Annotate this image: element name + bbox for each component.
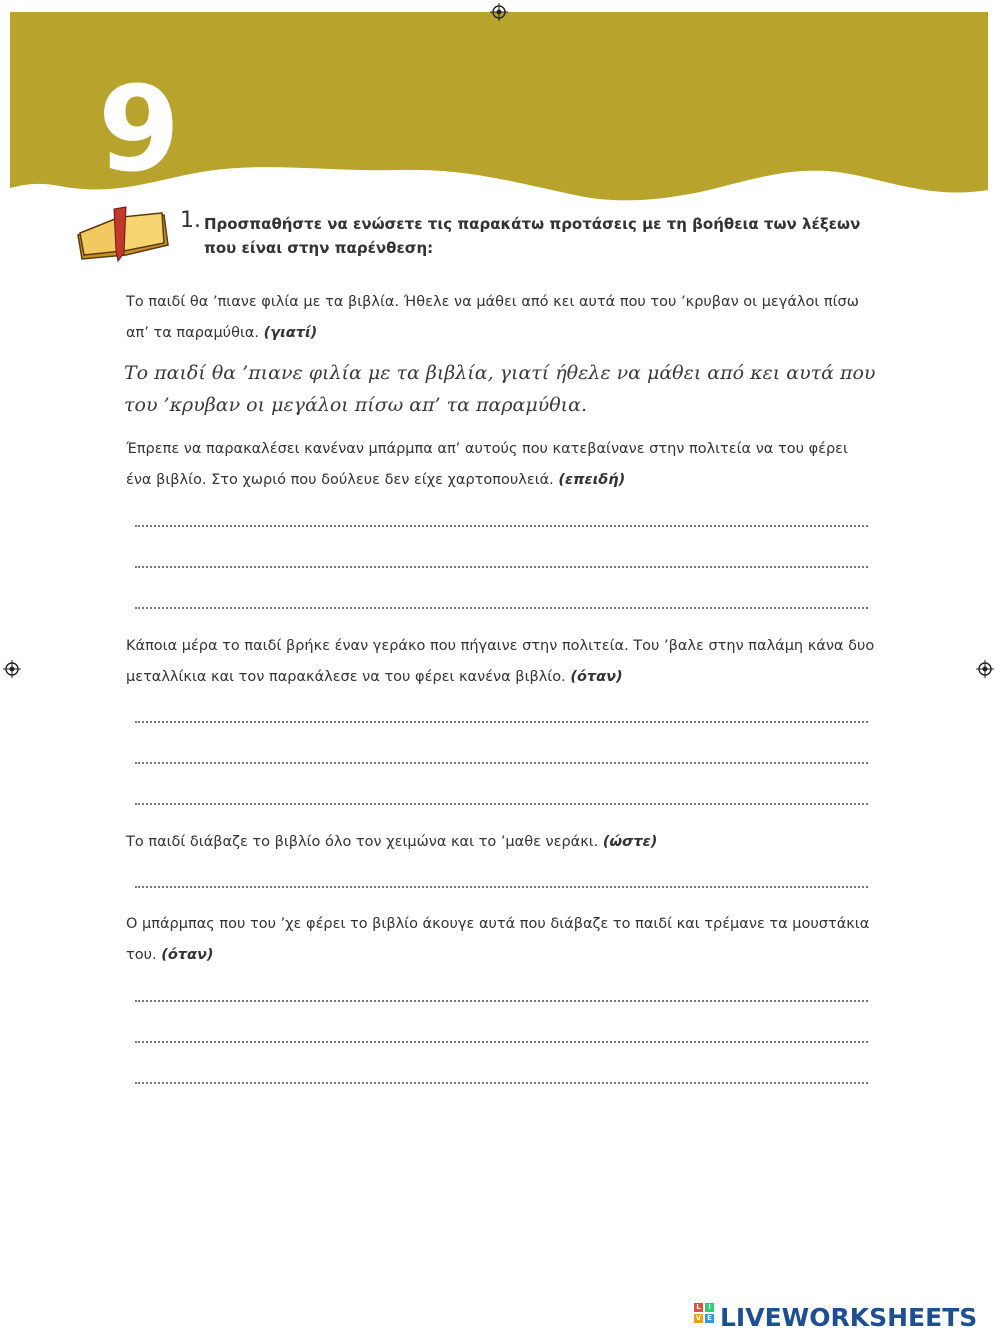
- crosshair-icon: [3, 660, 21, 678]
- connector-keyword: (όταν): [570, 669, 623, 685]
- exercise-number: 1.: [180, 208, 201, 233]
- connector-keyword: (ώστε): [602, 834, 658, 850]
- sentence-prompt: [126, 287, 876, 349]
- sentence-text: Ο μπάρμπας που του ’χε φέρει το βιβλίο άκουγε αυτά που διάβαζε το παιδί και τρέμανε τα μουστάκια του.: [126, 916, 870, 963]
- answer-line[interactable]: [135, 762, 868, 764]
- exercise-instruction: Προσπαθήστε να ενώσετε τις παρακάτω προτάσεις με τη βοήθεια των λέξεων που είναι στην παρένθεση:: [204, 215, 861, 257]
- sentence-text: Το παιδί θα ’πιανε φιλία με τα βιβλία. Ήθελε να μάθει από κει αυτά που του ’κρυβαν οι μεγάλοι πίσω απ’ τα παραμύθια.: [126, 294, 859, 341]
- liveworksheets-logo: [694, 1300, 977, 1334]
- connector-keyword: (όταν): [161, 947, 214, 963]
- crosshair-icon: [490, 3, 508, 21]
- crosshair-icon: [976, 660, 994, 678]
- sentence-text: Έπρεπε να παρακαλέσει κανέναν μπάρμπα απ’ αυτούς που κατεβαίνανε στην πολιτεία να του φέρει ένα βιβλίο. Στο χωριό που δούλευε δεν είχε χαρτοπουλειά.: [126, 441, 848, 488]
- logo-badge: L I V E: [694, 1303, 716, 1331]
- answer-line[interactable]: [135, 721, 868, 723]
- answer-line[interactable]: [135, 1041, 868, 1043]
- logo-text: LIVEWORKSHEETS: [720, 1302, 978, 1332]
- connector-keyword: (γιατί): [263, 325, 318, 341]
- answer-line[interactable]: [135, 886, 868, 888]
- sentence-prompt: [126, 909, 876, 971]
- sentence-text: Το παιδί διάβαζε το βιβλίο όλο τον χειμώνα και το ’μαθε νεράκι.: [126, 834, 599, 850]
- sentence-prompt: [126, 434, 876, 496]
- answer-line[interactable]: [135, 803, 868, 805]
- answer-line[interactable]: [135, 1082, 868, 1084]
- answer-line[interactable]: [135, 525, 868, 527]
- chapter-number: 9: [98, 60, 181, 198]
- sentence-prompt: [126, 827, 876, 858]
- sentence-text: Κάποια μέρα το παιδί βρήκε έναν γεράκο που πήγαινε στην πολιτεία. Του ’βαλε στην παλάμη κάνα δυο μεταλλίκια και τον παρακάλεσε να του φέρει κανένα βιβλίο.: [126, 638, 875, 685]
- answer-line[interactable]: [135, 607, 868, 609]
- answer-line[interactable]: [135, 1000, 868, 1002]
- connector-keyword: (επειδή): [558, 472, 626, 488]
- sentence-prompt: [126, 631, 876, 693]
- answer-line[interactable]: [135, 566, 868, 568]
- answer-handwritten: Το παιδί θα ’πιανε φιλία με τα βιβλία, γιατί ήθελε να μάθει από κει αυτά που του ’κρυβαν οι μεγάλοι πίσω απ’ τα παραμύθια.: [124, 362, 876, 416]
- open-book-icon: [72, 205, 172, 263]
